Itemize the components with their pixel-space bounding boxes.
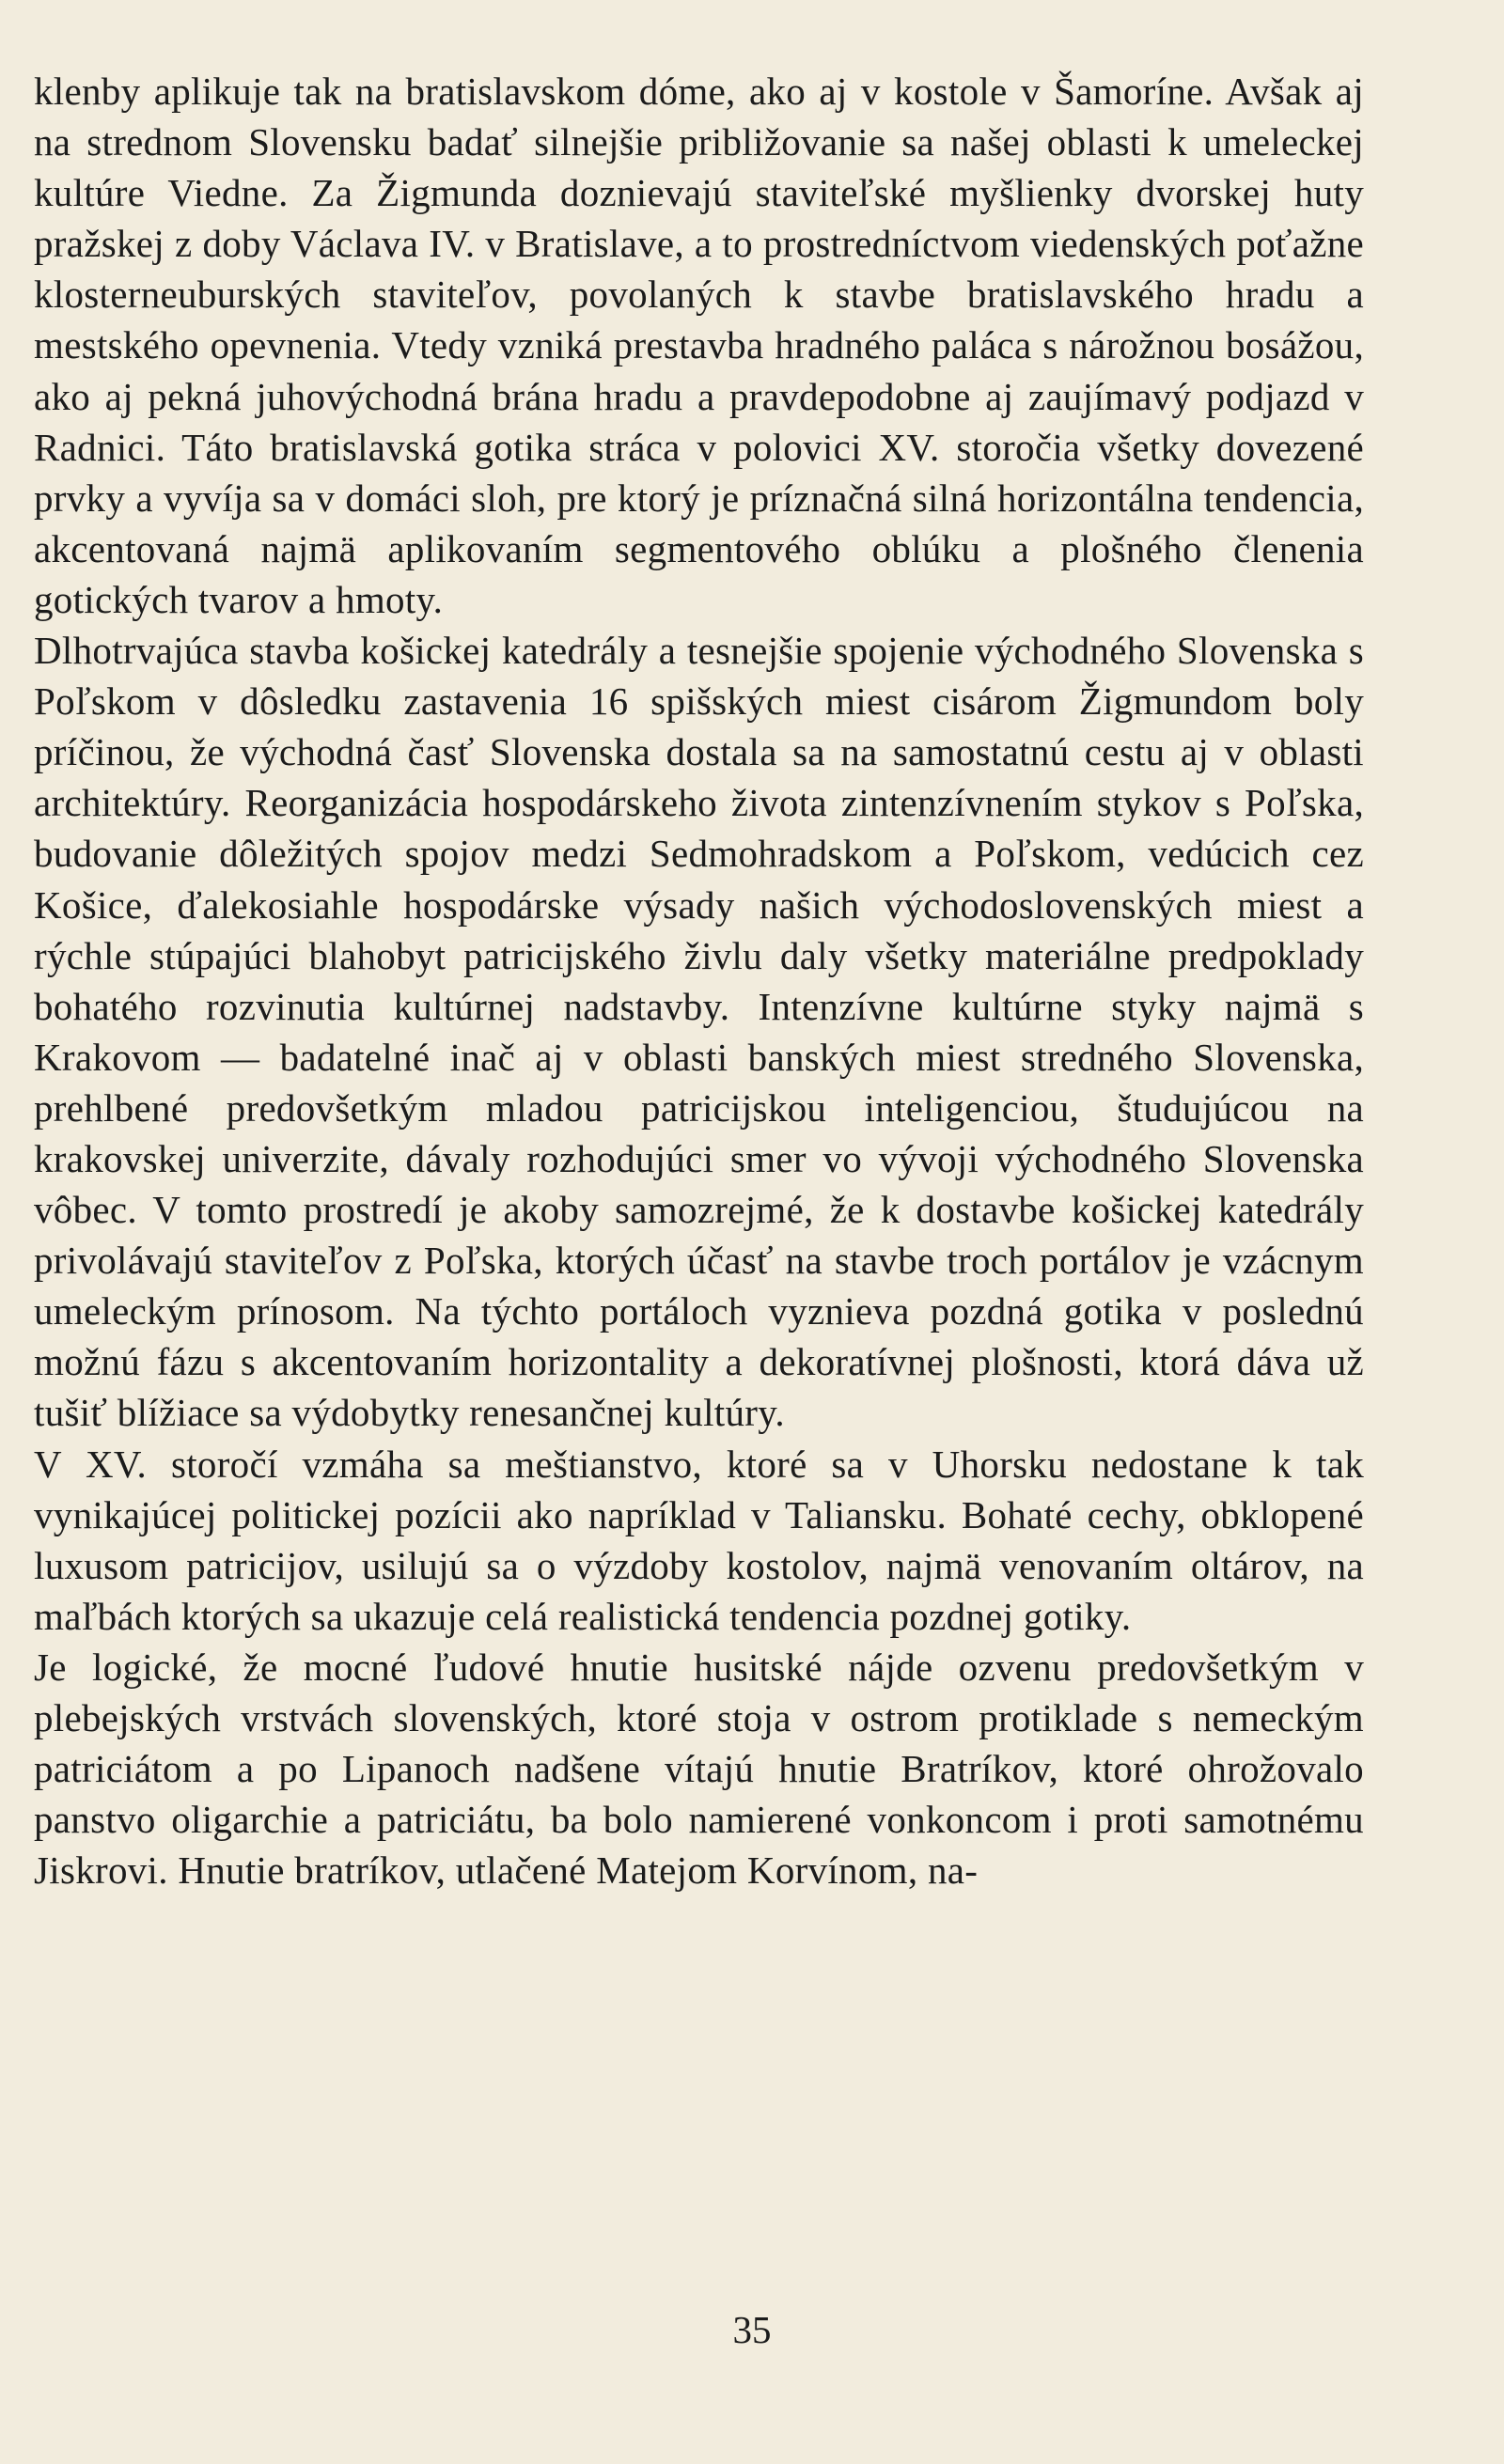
body-text — [34, 66, 1364, 1895]
page-number: 35 — [732, 2308, 772, 2351]
paragraph-1: klenby aplikuje tak na bratislavskom dóme, ako aj v kostole v Šamoríne. Avšak aj na strednom Slovensku badať silnejšie približovanie sa našej oblasti k umeleckej kultúre Viedne. Za Žigmunda doznievajú staviteľské myšlienky dvorskej huty pražskej z doby Václava IV. v Bratislave, a to prostredníctvom viedenských poťažne klosterneuburských staviteľov, povolaných k stavbe bratislavského hradu a mestského opevnenia. Vtedy vzniká prestavba hradného paláca s nárožnou bosážou, ako aj pekná juhovýchodná brána hradu a pravdepodobne aj zaujímavý podjazd v Radnici. Táto bratislavská gotika stráca v polovici XV. storočia všetky dovezené prvky a vyvíja sa v domáci sloh, pre ktorý je príznačná silná horizontálna tendencia, akcentovaná najmä aplikovaním segmentového oblúku a plošného členenia gotických tvarov a hmoty. — [34, 70, 1364, 621]
paragraph-3: V XV. storočí vzmáha sa meštianstvo, ktoré sa v Uhorsku nedostane k tak vynikajúcej politickej pozícii ako napríklad v Taliansku. Bohaté cechy, obklopené luxusom patricijov, usilujú sa o výzdoby kostolov, najmä venovaním oltárov, na maľbách ktorých sa ukazuje celá realistická tendencia pozdnej gotiky. — [34, 1442, 1364, 1638]
paragraph-4: Je logické, že mocné ľudové hnutie husitské nájde ozvenu predovšetkým v plebejských vrstvách slovenských, ktoré stoja v ostrom protiklade s nemeckým patriciátom a po Lipanoch nadšene vítajú hnutie Bratríkov, ktoré ohrožovalo panstvo oligarchie a patriciátu, ba bolo namierené vonkoncom i proti samotnému Jiskrovi. Hnutie bratríkov, utlačené Matejom Korvínom, na- — [34, 1645, 1364, 1893]
paragraph-2: Dlhotrvajúca stavba košickej katedrály a tesnejšie spojenie východného Slovenska s Poľskom v dôsledku zastavenia 16 spišských miest cisárom Žigmundom boly príčinou, že východná časť Slovenska dostala sa na samostatnú cestu aj v oblasti architektúry. Reorganizácia hospodárskeho života zintenzívnením stykov s Poľska, budovanie dôležitých spojov medzi Sedmohradskom a Poľskom, vedúcich cez Košice, ďalekosiahle hospodárske výsady našich východoslovenských miest a rýchle stúpajúci blahobyt patricijského živlu daly všetky materiálne predpoklady bohatého rozvinutia kultúrnej nadstavby. Intenzívne kultúrne styky najmä s Krakovom — badatelné inač aj v oblasti banských miest stredného Slovenska, prehlbené predovšetkým mladou patricijskou inteligenciou, študujúcou na krakovskej univerzite, dávaly rozhodujúci smer vo vývoji východného Slovenska vôbec. V tomto prostredí je akoby samozrejmé, že k dostavbe košickej katedrály privolávajú staviteľov z Poľska, ktorých účasť na stavbe troch portálov je vzácnym umeleckým prínosom. Na týchto portáloch vyznieva pozdná gotika v poslednú možnú fázu s akcentovaním horizontality a dekoratívnej plošnosti, ktorá dáva už tušiť blížiace sa výdobytky renesančnej kultúry. — [34, 629, 1364, 1435]
